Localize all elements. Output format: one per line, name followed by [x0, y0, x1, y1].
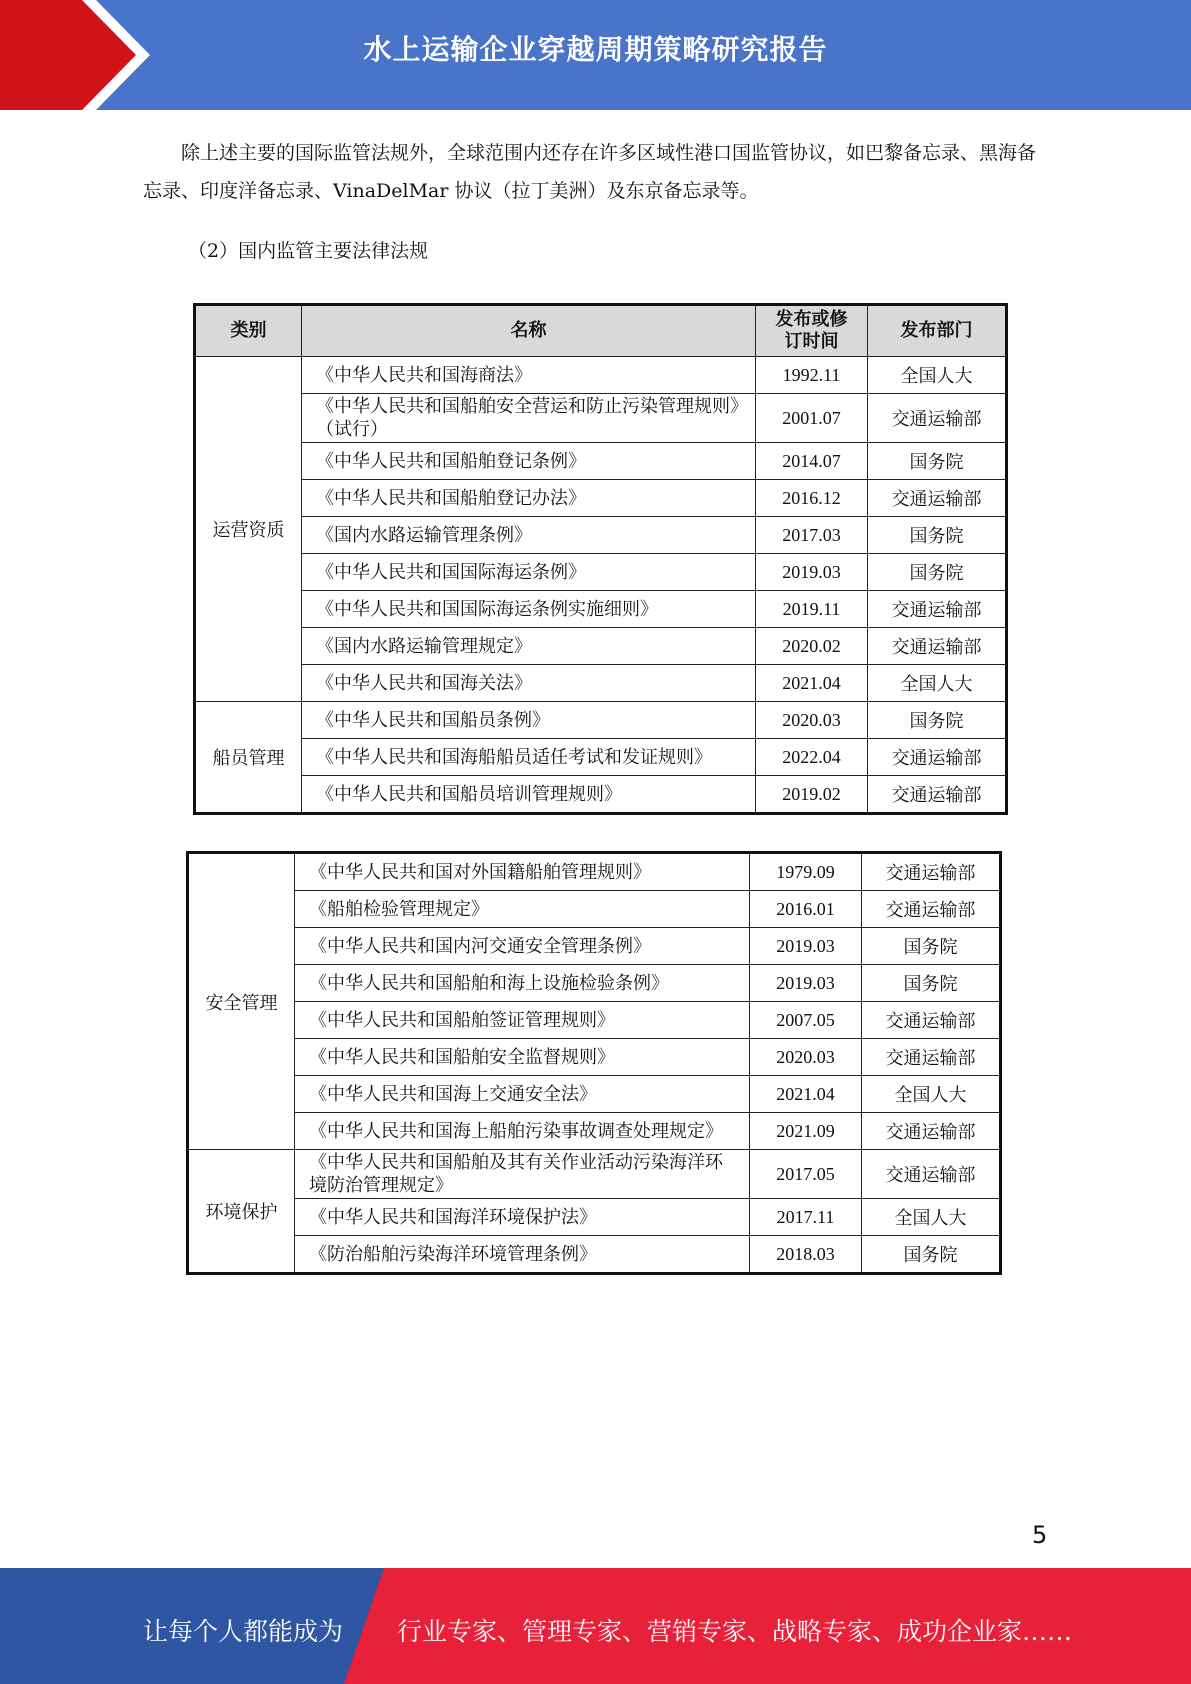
- dept-cell: 交通运输部: [862, 1002, 1001, 1039]
- dept-cell: 全国人大: [862, 1076, 1001, 1113]
- date-cell: 2016.12: [756, 480, 868, 517]
- dept-cell: 交通运输部: [862, 853, 1001, 891]
- name-cell: 《船舶检验管理规定》: [295, 891, 750, 928]
- header-category: 类别: [195, 305, 302, 357]
- table-row: [195, 628, 1007, 665]
- regulations-table-part1: [193, 303, 1008, 815]
- table-row: [195, 665, 1007, 702]
- dept-cell: 国务院: [868, 443, 1007, 480]
- dept-cell: 交通运输部: [868, 480, 1007, 517]
- dept-cell: 国务院: [862, 928, 1001, 965]
- table-row: [195, 480, 1007, 517]
- name-cell: 《国内水路运输管理规定》: [302, 628, 756, 665]
- date-cell: 2014.07: [756, 443, 868, 480]
- name-cell: 《中华人民共和国海上船舶污染事故调查处理规定》: [295, 1113, 750, 1150]
- table-row: [195, 517, 1007, 554]
- date-cell: 2019.11: [756, 591, 868, 628]
- date-cell: 2020.03: [756, 702, 868, 739]
- name-cell: 《中华人民共和国船舶登记条例》: [302, 443, 756, 480]
- name-cell: 《中华人民共和国海关法》: [302, 665, 756, 702]
- date-cell: 1992.11: [756, 357, 868, 394]
- table-row: [188, 853, 1001, 891]
- dept-cell: 交通运输部: [862, 1113, 1001, 1150]
- table-row: [188, 1002, 1001, 1039]
- dept-cell: 交通运输部: [868, 591, 1007, 628]
- regulations-table-part2: [186, 851, 1002, 1275]
- table-row: [188, 1150, 1001, 1199]
- table-row: [195, 394, 1007, 443]
- header-dept: 发布部门: [868, 305, 1007, 357]
- dept-cell: 国务院: [868, 554, 1007, 591]
- name-cell: 《中华人民共和国船舶及其有关作业活动污染海洋环境防治管理规定》: [295, 1150, 750, 1199]
- header-name: 名称: [302, 305, 756, 357]
- table-body-part1: [195, 357, 1007, 814]
- name-cell: 《防治船舶污染海洋环境管理条例》: [295, 1236, 750, 1274]
- table-row: [188, 1076, 1001, 1113]
- name-cell: 《中华人民共和国船舶登记办法》: [302, 480, 756, 517]
- dept-cell: 国务院: [862, 965, 1001, 1002]
- table-row: [195, 702, 1007, 739]
- table-row: [188, 891, 1001, 928]
- name-cell: 《中华人民共和国船舶安全营运和防止污染管理规则》（试行）: [302, 394, 756, 443]
- name-cell: 《国内水路运输管理条例》: [302, 517, 756, 554]
- table-row: [195, 739, 1007, 776]
- table-row: [195, 443, 1007, 480]
- table-row: [195, 554, 1007, 591]
- date-cell: 1979.09: [750, 853, 862, 891]
- date-cell: 2019.03: [750, 928, 862, 965]
- dept-cell: 国务院: [862, 1236, 1001, 1274]
- category-cell: 安全管理: [188, 853, 295, 1150]
- intro-paragraph-text: 除上述主要的国际监管法规外，全球范围内还存在许多区域性港口国监管协议，如巴黎备忘录、黑海备忘录、印度洋备忘录、VinaDelMar 协议（拉丁美洲）及东京备忘录等。: [143, 142, 1037, 202]
- date-cell: 2017.11: [750, 1199, 862, 1236]
- category-cell: 船员管理: [195, 702, 302, 814]
- table-row: [188, 1039, 1001, 1076]
- footer-slogan-right: 行业专家、管理专家、营销专家、战略专家、成功企业家……: [397, 1617, 1073, 1646]
- name-cell: 《中华人民共和国海洋环境保护法》: [295, 1199, 750, 1236]
- dept-cell: 交通运输部: [862, 891, 1001, 928]
- section-subheading: （2）国内监管主要法律法规: [188, 240, 429, 262]
- table-row: [188, 1113, 1001, 1150]
- header-date-text: 发布或修订时间: [775, 309, 848, 352]
- name-cell: 《中华人民共和国国际海运条例实施细则》: [302, 591, 756, 628]
- category-cell: 运营资质: [195, 357, 302, 702]
- name-cell: 《中华人民共和国内河交通安全管理条例》: [295, 928, 750, 965]
- table-row: [195, 776, 1007, 814]
- table-row: [188, 1236, 1001, 1274]
- header-date: [756, 305, 868, 357]
- table-row: [188, 928, 1001, 965]
- date-cell: 2020.02: [756, 628, 868, 665]
- table-row: [195, 357, 1007, 394]
- name-cell: 《中华人民共和国船舶签证管理规则》: [295, 1002, 750, 1039]
- date-cell: 2021.09: [750, 1113, 862, 1150]
- date-cell: 2019.03: [750, 965, 862, 1002]
- name-cell: 《中华人民共和国国际海运条例》: [302, 554, 756, 591]
- page-header: [0, 0, 1191, 110]
- dept-cell: 交通运输部: [868, 739, 1007, 776]
- dept-cell: 国务院: [868, 702, 1007, 739]
- dept-cell: 全国人大: [862, 1199, 1001, 1236]
- date-cell: 2020.03: [750, 1039, 862, 1076]
- dept-cell: 全国人大: [868, 357, 1007, 394]
- table-row: [188, 965, 1001, 1002]
- dept-cell: 国务院: [868, 517, 1007, 554]
- name-cell: 《中华人民共和国海上交通安全法》: [295, 1076, 750, 1113]
- name-cell: 《中华人民共和国船员条例》: [302, 702, 756, 739]
- intro-paragraph: [143, 134, 1043, 210]
- page-footer: [0, 1568, 1191, 1684]
- date-cell: 2022.04: [756, 739, 868, 776]
- name-cell: 《中华人民共和国海船船员适任考试和发证规则》: [302, 739, 756, 776]
- date-cell: 2017.05: [750, 1150, 862, 1199]
- date-cell: 2021.04: [756, 665, 868, 702]
- footer-slogan-left: 让每个人都能成为: [143, 1617, 344, 1646]
- date-cell: 2007.05: [750, 1002, 862, 1039]
- name-cell: 《中华人民共和国海商法》: [302, 357, 756, 394]
- table-row: [195, 591, 1007, 628]
- dept-cell: 交通运输部: [862, 1150, 1001, 1199]
- date-cell: 2019.02: [756, 776, 868, 814]
- report-title: 水上运输企业穿越周期策略研究报告: [363, 33, 828, 66]
- date-cell: 2018.03: [750, 1236, 862, 1274]
- date-cell: 2016.01: [750, 891, 862, 928]
- date-cell: 2017.03: [756, 517, 868, 554]
- dept-cell: 交通运输部: [868, 628, 1007, 665]
- name-cell: 《中华人民共和国对外国籍船舶管理规则》: [295, 853, 750, 891]
- category-cell: 环境保护: [188, 1150, 295, 1274]
- date-cell: 2021.04: [750, 1076, 862, 1113]
- dept-cell: 交通运输部: [868, 394, 1007, 443]
- date-cell: 2001.07: [756, 394, 868, 443]
- dept-cell: 交通运输部: [862, 1039, 1001, 1076]
- page-number: 5: [1032, 1521, 1048, 1549]
- name-cell: 《中华人民共和国船员培训管理规则》: [302, 776, 756, 814]
- dept-cell: 全国人大: [868, 665, 1007, 702]
- table-row: [188, 1199, 1001, 1236]
- table-body-part2: [188, 853, 1001, 1274]
- name-cell: 《中华人民共和国船舶和海上设施检验条例》: [295, 965, 750, 1002]
- dept-cell: 交通运输部: [868, 776, 1007, 814]
- name-cell: 《中华人民共和国船舶安全监督规则》: [295, 1039, 750, 1076]
- date-cell: 2019.03: [756, 554, 868, 591]
